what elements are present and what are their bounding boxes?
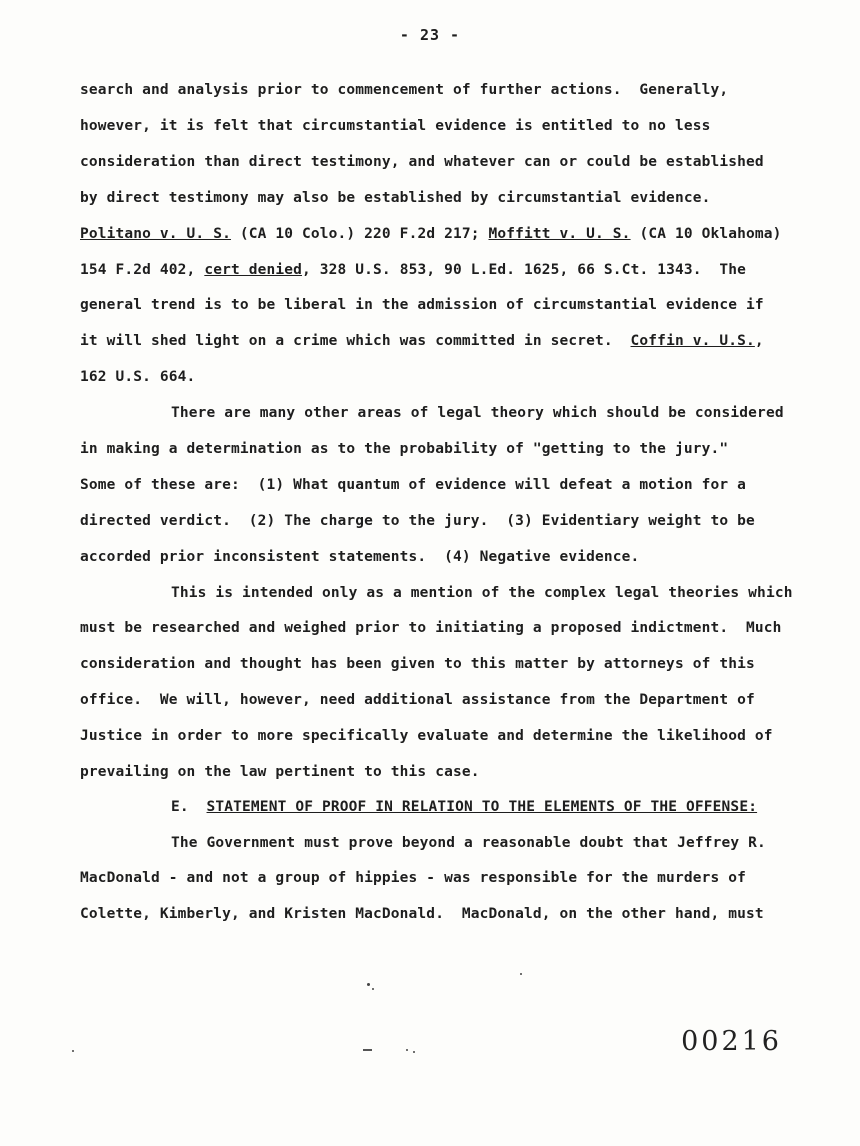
bates-stamp: 00216 xyxy=(681,1026,782,1057)
text-line: however, it is felt that circumstantial evidence is entitled to no less xyxy=(80,118,711,134)
text-line: The Government must prove beyond a reasonable doubt that Jeffrey R. xyxy=(171,835,766,851)
text-segment: , xyxy=(754,333,764,349)
scan-speck xyxy=(520,973,522,975)
text-line: 162 U.S. 664. xyxy=(80,369,196,385)
underlined-citation: Moffitt v. U. S. xyxy=(488,226,631,242)
text-line: must be researched and weighed prior to initiating a proposed indictment. Much xyxy=(80,620,782,636)
underlined-citation: cert denied xyxy=(204,262,303,278)
scan-speck xyxy=(413,1051,415,1053)
scan-dash xyxy=(363,1049,372,1051)
text-line: accorded prior inconsistent statements. (4) Negative evidence. xyxy=(80,549,640,565)
text-line: consideration and thought has been given to this matter by attorneys of this xyxy=(80,656,755,672)
text-line xyxy=(171,797,757,817)
text-line: general trend is to be liberal in the admission of circumstantial evidence if xyxy=(80,297,764,313)
text-line xyxy=(80,331,764,351)
text-segment: (CA 10 Oklahoma) xyxy=(630,226,782,242)
text-line: prevailing on the law pertinent to this case. xyxy=(80,764,480,780)
text-line: by direct testimony may also be established by circumstantial evidence. xyxy=(80,190,711,206)
text-line: MacDonald - and not a group of hippies - was responsible for the murders of xyxy=(80,870,746,886)
scan-speck xyxy=(367,983,370,986)
scan-speck xyxy=(72,1050,74,1052)
text-segment: 154 F.2d 402, xyxy=(80,262,205,278)
text-line: This is intended only as a mention of the complex legal theories which xyxy=(171,585,793,601)
text-line: Colette, Kimberly, and Kristen MacDonald. MacDonald, on the other hand, must xyxy=(80,906,764,922)
text-line: office. We will, however, need additional assistance from the Department of xyxy=(80,692,755,708)
text-line: consideration than direct testimony, and whatever can or could be established xyxy=(80,154,764,170)
page-number: - 23 - xyxy=(399,26,461,44)
text-line xyxy=(80,260,746,280)
underlined-citation: Politano v. U. S. xyxy=(80,226,231,242)
text-line: search and analysis prior to commencement of further actions. Generally, xyxy=(80,82,729,98)
text-segment: it will shed light on a crime which was committed in secret. xyxy=(80,333,631,349)
text-line: Some of these are: (1) What quantum of evidence will defeat a motion for a xyxy=(80,477,746,493)
text-line: Justice in order to more specifically evaluate and determine the likelihood of xyxy=(80,728,773,744)
underlined-citation: STATEMENT OF PROOF IN RELATION TO THE ELEMENTS OF THE OFFENSE: xyxy=(206,799,758,815)
scan-speck xyxy=(372,988,374,990)
text-line xyxy=(80,224,782,244)
text-segment: E. xyxy=(171,799,207,815)
text-line: There are many other areas of legal theory which should be considered xyxy=(171,405,784,421)
text-segment: , 328 U.S. 853, 90 L.Ed. 1625, 66 S.Ct. 1343. The xyxy=(302,262,747,278)
scan-speck xyxy=(406,1049,408,1051)
text-segment: (CA 10 Colo.) 220 F.2d 217; xyxy=(230,226,489,242)
text-line: directed verdict. (2) The charge to the jury. (3) Evidentiary weight to be xyxy=(80,513,755,529)
underlined-citation: Coffin v. U.S. xyxy=(630,333,755,349)
text-line: in making a determination as to the probability of "getting to the jury." xyxy=(80,441,729,457)
